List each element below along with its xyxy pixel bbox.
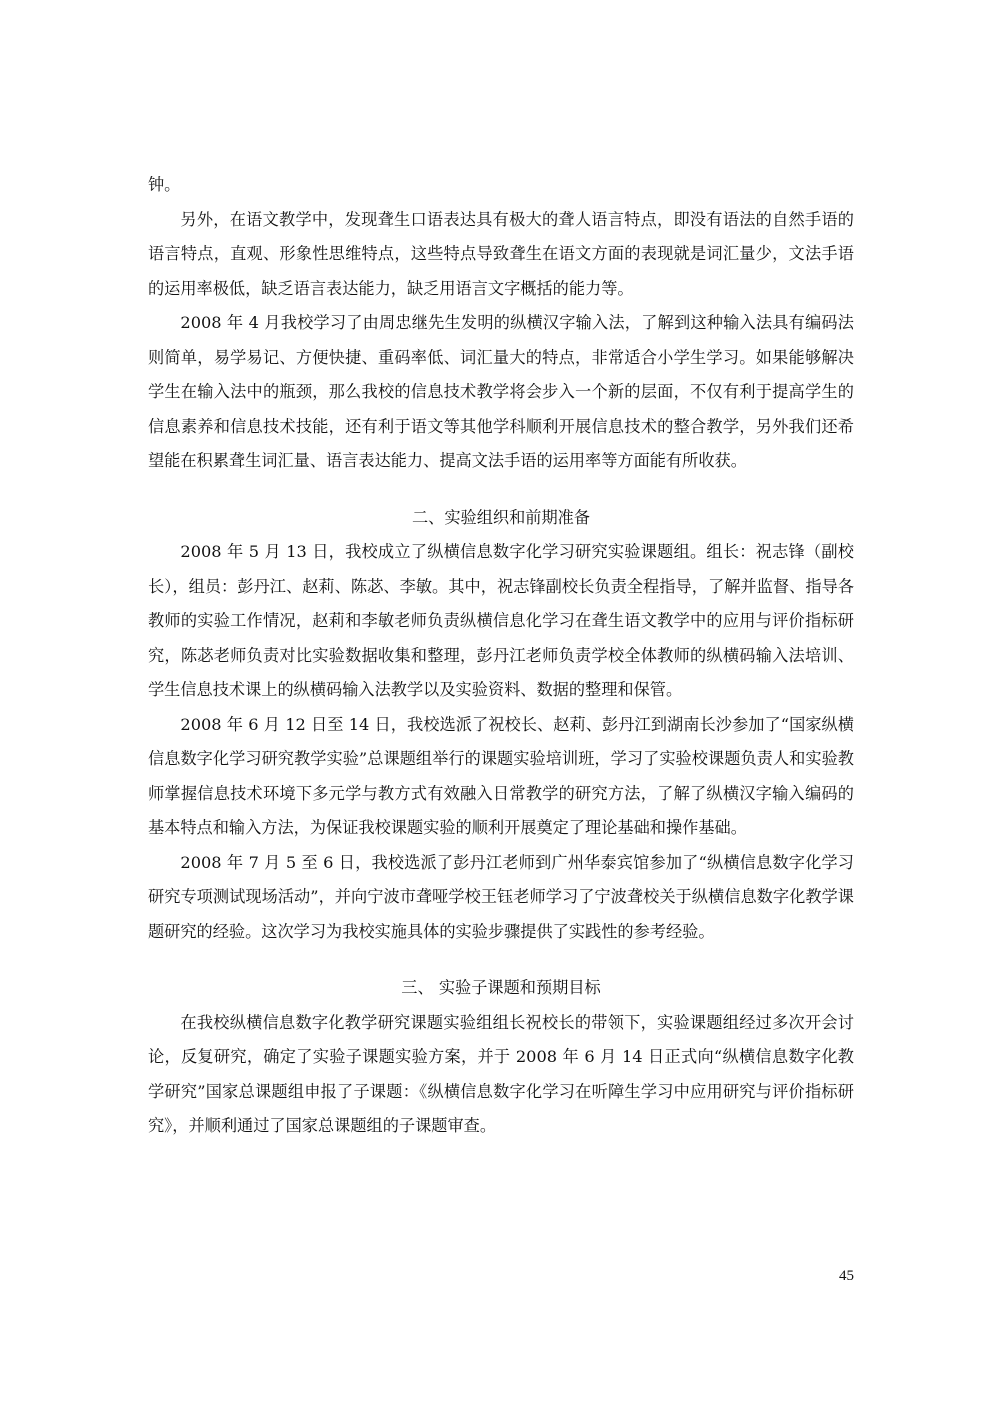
page-number: 45 [839, 1268, 854, 1284]
section-heading-subtopics: 三、 实验子课题和预期目标 [401, 978, 601, 997]
paragraph-input-method: 2008 年 4 月我校学习了由周忠继先生发明的纵横汉字输入法，了解到这种输入法具有编码法则简单，易学易记、方便快捷、重码率低、词汇量大的特点，非常适合小学生学习。如果能够解决学生在输入法中的瓶颈，那么我校的信息技术教学将会步入一个新的层面，不仅有利于提高学生的信息素养和信息技术技能，还有利于语文等其他学科顺利开展信息技术的整合教学，另外我们还希望能在积累聋生词汇量、语言表达能力、提高文法手语的运用率等方面能有所收获。 [148, 313, 854, 470]
paragraph-research-group: 2008 年 5 月 13 日，我校成立了纵横信息数字化学习研究实验课题组。组长：祝志锋（副校长），组员：彭丹江、赵莉、陈苾、李敏。其中，祝志锋副校长负责全程指导，了解并监督、指导各教师的实验工作情况，赵莉和李敏老师负责纵横信息化学习在聋生语文教学中的应用与评价指标研究，陈苾老师负责对比实验数据收集和整理，彭丹江老师负责学校全体教师的纵横码输入法培训、学生信息技术课上的纵横码输入法教学以及实验资料、数据的整理和保管。 [148, 542, 854, 699]
paragraph-changsha-training: 2008 年 6 月 12 日至 14 日，我校选派了祝校长、赵莉、彭丹江到湖南长沙参加了“国家纵横信息数字化学习研究教学实验”总课题组举行的课题实验培训班，学习了实验校课题负责人和实验教师掌握信息技术环境下多元学与教方式有效融入日常教学的研究方法，了解了纵横汉字输入编码的基本特点和输入方法，为保证我校课题实验的顺利开展奠定了理论基础和操作基础。 [148, 714, 854, 837]
page-body [148, 168, 854, 1144]
section-heading-organization: 二、实验组织和前期准备 [411, 507, 591, 527]
paragraph-subtopic-application: 在我校纵横信息数字化教学研究课题实验组组长祝校长的带领下，实验课题组经过多次开会讨论，反复研究，确定了实验子课题实验方案，并于 2008 年 6 月 14 日正式向“纵横信息数字化教学研究”国家总课题组申报了子课题：《纵横信息数字化学习在听障生学习中应用研究与评价指标研究》，并顺利通过了国家总课题组的子课题审查。 [148, 1012, 854, 1135]
paragraph-language-features: 另外，在语文教学中，发现聋生口语表达具有极大的聋人语言特点，即没有语法的自然手语的语言特点，直观、形象性思维特点，这些特点导致聋生在语文方面的表现就是词汇量少，文法手语的运用率极低，缺乏语言表达能力，缺乏用语言文字概括的能力等。 [148, 209, 854, 298]
paragraph-guangzhou-activity: 2008 年 7 月 5 至 6 日，我校选派了彭丹江老师到广州华泰宾馆参加了“纵横信息数字化学习研究专项测试现场活动”，并向宁波市聋哑学校王钰老师学习了宁波聋校关于纵横信息数字化教学课题研究的经验。这次学习为我校实施具体的实验步骤提供了实践性的参考经验。 [148, 852, 854, 941]
paragraph-continuation: 钟。 [148, 175, 181, 194]
